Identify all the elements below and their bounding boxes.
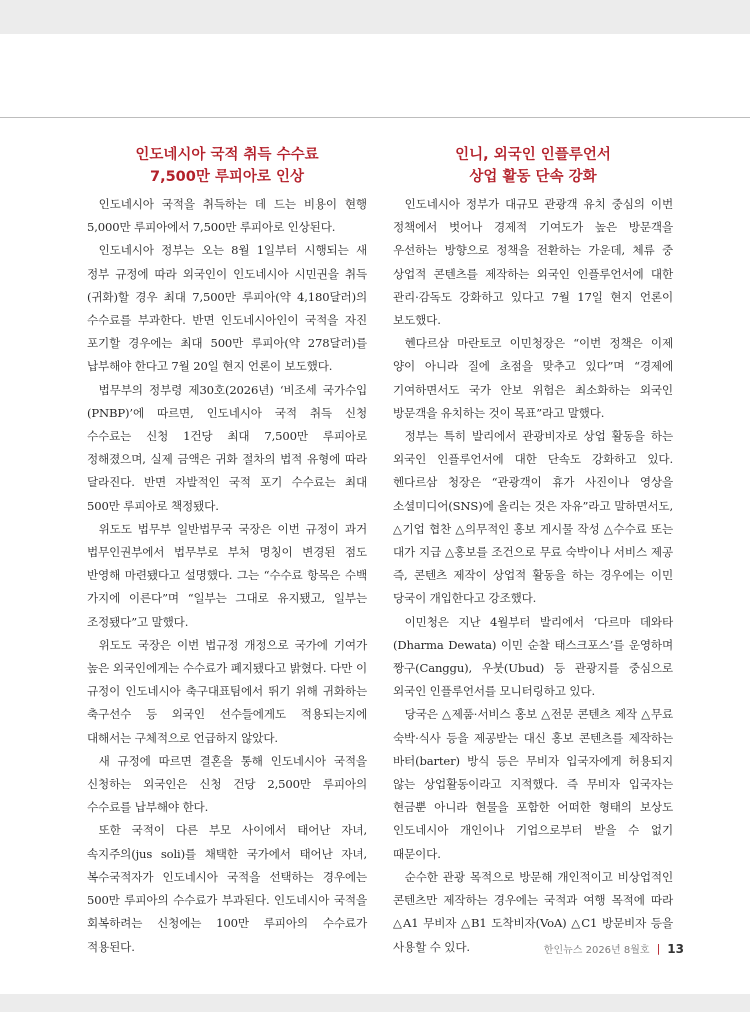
page-number: 13 [667, 941, 684, 956]
paragraph: 순수한 관광 목적으로 방문해 개인적이고 비상업적인 콘텐츠만 제작하는 경우에는 국적과 여행 목적에 따라 △A1 무비자 △B1 도착비자(VoA) △C1 방문비자 등을 사용할 수 있다. [393, 869, 673, 954]
paragraph: 당국은 △제품·서비스 홍보 △전문 콘텐츠 제작 △무료 숙박·식사 등을 제공받는 대신 홍보 콘텐츠를 제작하는 바터(barter) 방식 등은 무비자 입국자에게 허용되지 않는 상업활동이라고 지적했다. 즉 무비자 입국자는 현금뿐 아니라 현물을 포함한 어떠한 형태의 보상도 인도네시아 개인이나 기업으로부터 받을 수 없기 때문이다. [393, 707, 673, 861]
right-headline-line1: 인니, 외국인 인플루언서 [455, 147, 611, 163]
publication-name: 한인뉴스 2026년 8월호 [543, 945, 650, 956]
paragraph: 또한 국적이 다른 부모 사이에서 태어난 자녀, 속지주의(jus soli)를 채택한 국가에서 태어난 자녀, 복수국적자가 인도네시아 국적을 선택하는 경우에는 500만 루피아의 수수료가 부과된다. 인도네시아 국적을 회복하려는 신청에는 100만 루피아의 수수료가 적용된다. [87, 823, 367, 954]
paragraph: 위도도 법무부 일반법무국 국장은 이번 규정이 과거 법무인권부에서 법무부로 부처 명칭이 변경된 점도 반영해 마련됐다고 설명했다. 그는 “수수료 항목은 수백 가지에 이른다”며 “일부는 그대로 유지됐고, 일부는 조정됐다”고 말했다. [87, 521, 367, 629]
left-article-body [87, 193, 367, 959]
page-footer [544, 941, 684, 956]
left-headline-line2: 7,500만 루피아로 인상 [149, 169, 304, 185]
top-margin-band [0, 0, 750, 34]
paragraph: 정부는 특히 발리에서 관광비자로 상업 활동을 하는 외국인 인플루언서에 대한 단속도 강화하고 있다. 헨다르삼 청장은 “관광객이 휴가 사진이나 영상을 소셜미디어(SNS)에 올리는 것은 자유”라고 말하면서도, △기업 협찬 △의무적인 홍보 게시물 작성 △수수료 또는 대가 지급 △홍보를 조건으로 무료 숙박이나 서비스 제공 즉, 콘텐츠 제작이 상업적 활동을 하는 경우에는 이민 당국이 개입한다고 강조했다. [393, 429, 673, 606]
right-article-headline [393, 144, 673, 188]
right-article-body [393, 193, 673, 959]
paragraph: 이민청은 지난 4월부터 발리에서 ‘다르마 데와타(Dharma Dewata) 이민 순찰 태스크포스’를 운영하며 짱구(Canggu), 우붓(Ubud) 등 관광지를 중심으로 외국인 인플루언서를 모니터링하고 있다. [393, 614, 673, 699]
left-headline-line1: 인도네시아 국적 취득 수수료 [135, 147, 319, 163]
header-divider [0, 117, 750, 118]
paragraph: 법무부의 정부령 제30호(2026년) ‘비조세 국가수입(PNBP)’에 따르면, 인도네시아 국적 취득 신청 수수료는 신청 1건당 최대 7,500만 루피아로 정해졌으며, 실제 금액은 귀화 절차의 법적 유형에 따라 달라진다. 반면 자발적인 국적 포기 수수료는 최대 500만 루피아로 책정됐다. [87, 382, 367, 513]
left-article [87, 144, 367, 959]
paragraph: 새 규정에 따르면 결혼을 통해 인도네시아 국적을 신청하는 외국인은 신청 건당 2,500만 루피아의 수수료를 납부해야 한다. [87, 753, 367, 815]
paragraph: 인도네시아 정부는 오는 8월 1일부터 시행되는 새 정부 규정에 따라 외국인이 인도네시아 시민권을 취득(귀화)할 경우 최대 7,500만 루피아(약 4,180달러)의 수수료를 부과한다. 반면 인도네시아인이 국적을 자진 포기할 경우에는 최대 500만 루피아(약 278달러)를 납부해야 한다고 7월 20일 현지 언론이 보도했다. [87, 243, 367, 374]
paragraph: 위도도 국장은 이번 법규정 개정으로 국가에 기여가 높은 외국인에게는 수수료가 폐지됐다고 밝혔다. 다만 이 규정이 인도네시아 축구대표팀에서 뛰기 위해 귀화하는 축구선수 등 외국인 선수들에게도 적용되는지에 대해서는 구체적으로 언급하지 않았다. [87, 637, 367, 745]
right-headline-line2: 상업 활동 단속 강화 [469, 169, 597, 185]
paragraph: 헨다르삼 마란토코 이민청장은 “이번 정책은 이제 양이 아니라 질에 초점을 맞추고 있다”며 “경제에 기여하면서도 국가 안보 위험은 최소화하는 외국인 방문객을 유치하는 것이 목표”라고 말했다. [393, 336, 673, 420]
bottom-margin-band [0, 994, 750, 1012]
paragraph: 인도네시아 정부가 대규모 관광객 유치 중심의 이번 정책에서 벗어나 경제적 기여도가 높은 방문객을 우선하는 방향으로 정책을 전환하는 가운데, 체류 중 상업적 콘텐츠를 제작하는 외국인 인플루언서에 대한 관리·감독도 강화하고 있다고 7월 17일 현지 언론이 보도했다. [393, 197, 673, 328]
paragraph: 인도네시아 국적을 취득하는 데 드는 비용이 현행 5,000만 루피아에서 7,500만 루피아로 인상된다. [87, 197, 367, 235]
left-article-headline [87, 144, 367, 188]
right-article [393, 144, 673, 959]
footer-separator: | [656, 942, 661, 955]
